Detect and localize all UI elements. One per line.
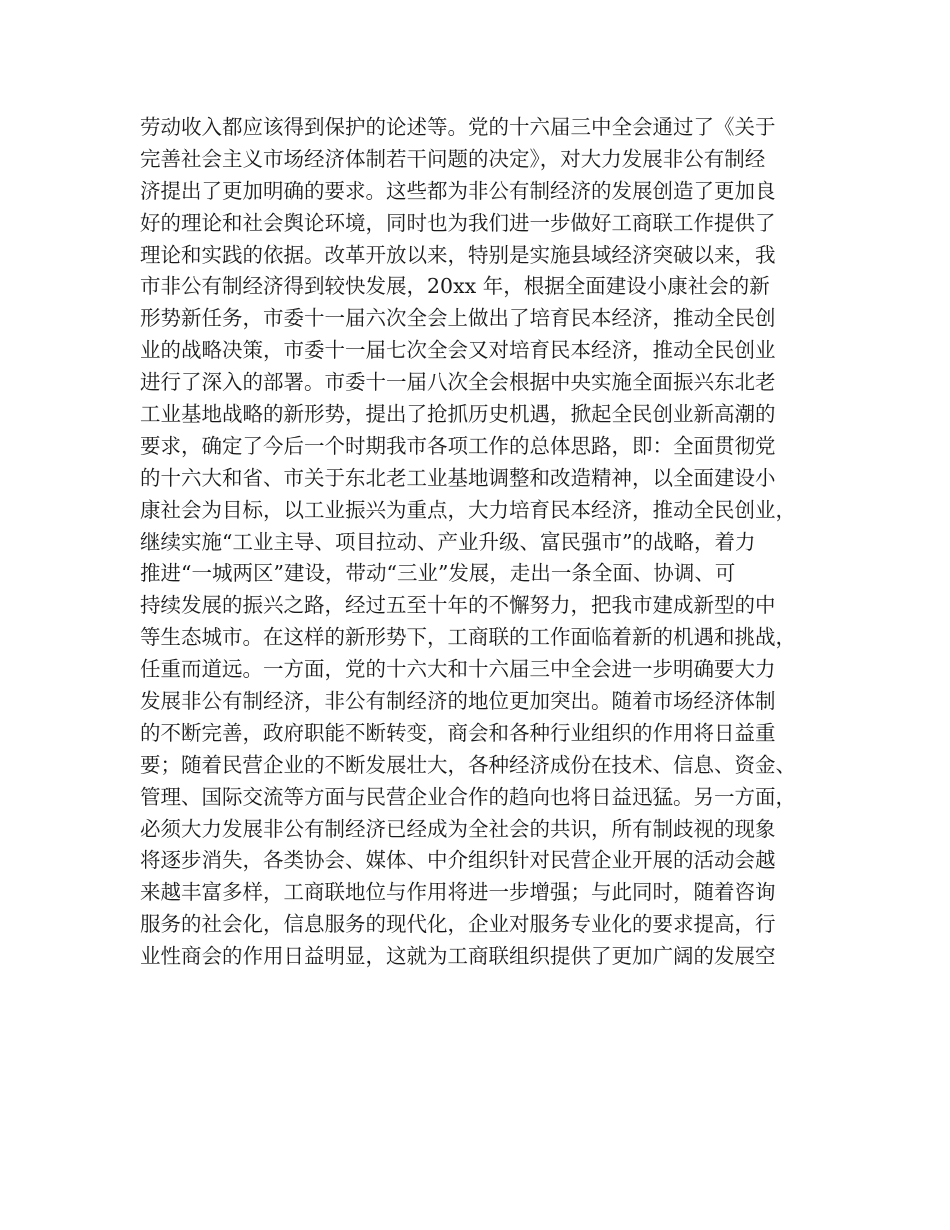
text-line-18: 任重而道远。一方面，党的十六大和十六届三中全会进一步明确要大力 bbox=[140, 657, 776, 682]
text-line-5: 理论和实践的依据。改革开放以来，特别是实施县域经济突破以来，我 bbox=[140, 242, 776, 267]
text-line-6: 市非公有制经济得到较快发展，20xx 年，根据全面建设小康社会的新 bbox=[140, 274, 770, 299]
text-line-10: 工业基地战略的新形势，提出了抢抓历史机遇，掀起全民创业新高潮的 bbox=[140, 402, 776, 427]
text-line-24: 将逐步消失，各类协会、媒体、中介组织针对民营企业开展的活动会越 bbox=[140, 848, 776, 873]
text-line-1: 劳动收入都应该得到保护的论述等。党的十六届三中全会通过了《关于 bbox=[140, 115, 776, 139]
text-line-12: 的十六大和省、市关于东北老工业基地调整和改造精神，以全面建设小 bbox=[140, 465, 776, 490]
text-line-22: 管理、国际交流等方面与民营企业合作的趋向也将日益迅猛。另一方面， bbox=[140, 784, 796, 809]
text-line-2: 完善社会主义市场经济体制若干问题的决定》，对大力发展非公有制经 bbox=[140, 146, 766, 171]
text-line-7: 形势新任务，市委十一届六次全会上做出了培育民本经济，推动全民创 bbox=[140, 306, 776, 331]
text-line-26: 服务的社会化，信息服务的现代化，企业对服务专业化的要求提高，行 bbox=[140, 912, 776, 937]
text-line-19: 发展非公有制经济，非公有制经济的地位更加突出。随着市场经济体制 bbox=[140, 689, 776, 714]
text-line-4: 好的理论和社会舆论环境，同时也为我们进一步做好工商联工作提供了 bbox=[140, 210, 776, 235]
text-line-25: 来越丰富多样，工商联地位与作用将进一步增强；与此同时，随着咨询 bbox=[140, 880, 776, 905]
text-line-14: 继续实施“工业主导、项目拉动、产业升级、富民强市”的战略，着力 bbox=[140, 529, 756, 554]
text-line-20: 的不断完善，政府职能不断转变，商会和各种行业组织的作用将日益重 bbox=[140, 720, 776, 745]
text-line-17: 等生态城市。在这样的新形势下，工商联的工作面临着新的机遇和挑战， bbox=[140, 625, 796, 650]
body-text bbox=[140, 112, 820, 973]
text-line-16: 持续发展的振兴之路，经过五至十年的不懈努力，把我市建成新型的中 bbox=[140, 593, 776, 618]
text-line-13: 康社会为目标，以工业振兴为重点，大力培育民本经济，推动全民创业， bbox=[140, 497, 796, 522]
text-line-15: 推进“一城两区”建设，带动“三业”发展，走出一条全面、协调、可 bbox=[140, 561, 736, 586]
text-line-11: 要求，确定了今后一个时期我市各项工作的总体思路，即：全面贯彻党 bbox=[140, 433, 776, 458]
text-line-21: 要；随着民营企业的不断发展壮大，各种经济成份在技术、信息、资金、 bbox=[140, 752, 796, 777]
text-line-9: 进行了深入的部署。市委十一届八次全会根据中央实施全面振兴东北老 bbox=[140, 370, 776, 395]
text-line-8: 业的战略决策，市委十一届七次全会又对培育民本经济，推动全民创业 bbox=[140, 338, 776, 363]
text-line-23: 必须大力发展非公有制经济已经成为全社会的共识，所有制歧视的现象 bbox=[140, 816, 776, 841]
text-line-27: 业性商会的作用日益明显，这就为工商联组织提供了更加广阔的发展空 bbox=[140, 944, 776, 969]
text-line-3: 济提出了更加明确的要求。这些都为非公有制经济的发展创造了更加良 bbox=[140, 178, 776, 203]
